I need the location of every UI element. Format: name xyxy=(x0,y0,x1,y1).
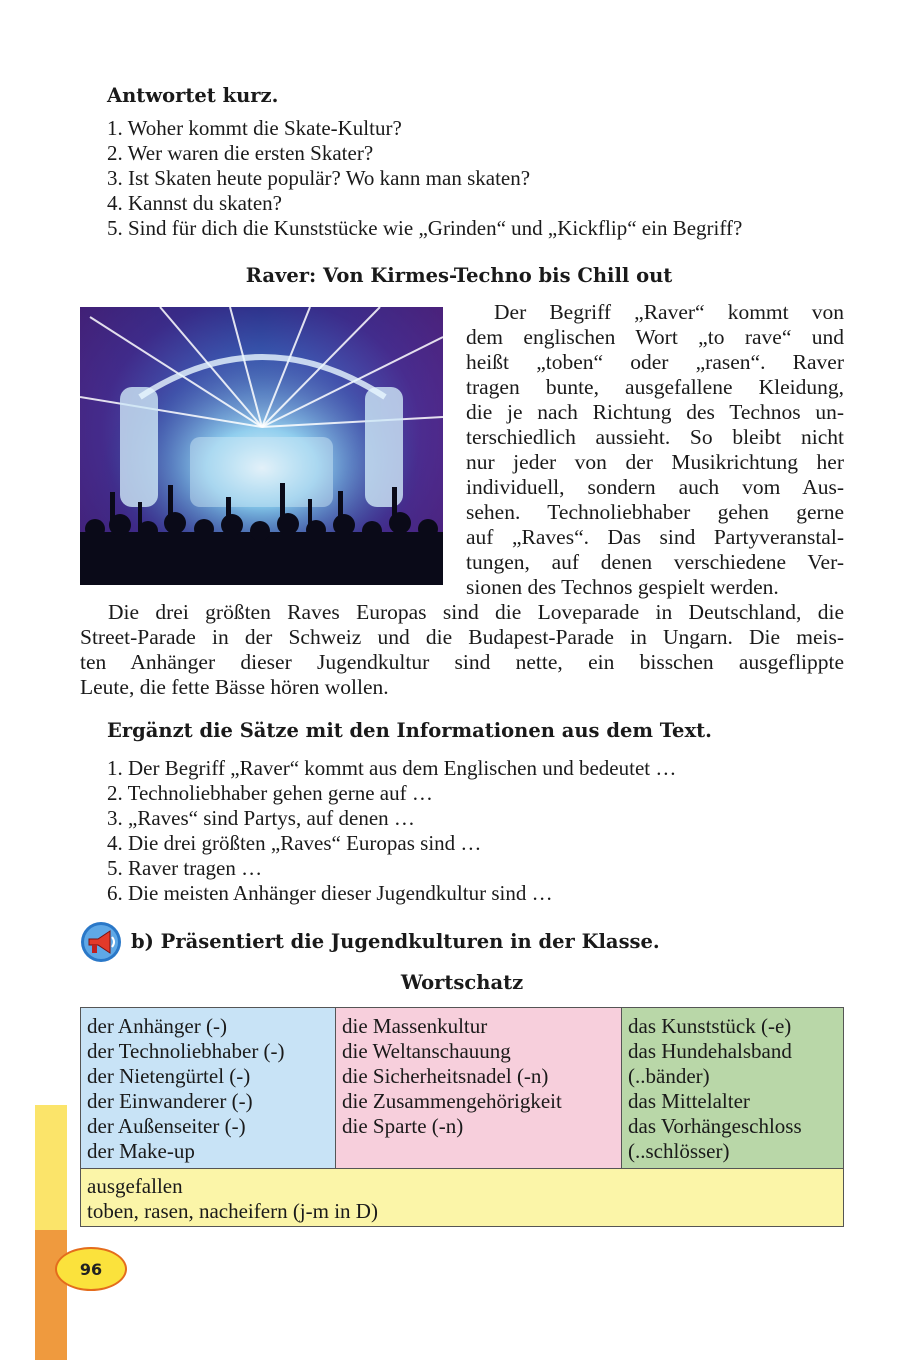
vocab-word: toben, rasen, nacheifern (j-m in D) xyxy=(87,1199,378,1223)
text-line: tungen, auf denen verschiedene Ver- xyxy=(466,550,844,574)
vocab-word: die Sicherheitsnadel (-n) xyxy=(342,1064,549,1088)
vocab-word: das Vorhängeschloss xyxy=(628,1114,802,1138)
vocab-column-neuter xyxy=(622,1008,843,1168)
vocab-word: (..schlösser) xyxy=(628,1139,730,1163)
list-item: 2. Technoliebhaber gehen gerne auf … xyxy=(107,781,433,805)
list-item: 5. Raver tragen … xyxy=(107,856,263,880)
section-heading-answer: Antwortet kurz. xyxy=(107,84,279,107)
list-item: 3. „Raves“ sind Partys, auf denen … xyxy=(107,806,415,830)
vocab-table xyxy=(80,1007,844,1227)
list-item: 1. Woher kommt die Skate-Kultur? xyxy=(107,116,402,140)
page-number: 96 xyxy=(55,1247,127,1291)
section-heading-complete: Ergänzt die Sätze mit den Informationen aus dem Text. xyxy=(107,719,712,742)
list-item: 6. Die meisten Anhänger dieser Jugendkultur sind … xyxy=(107,881,553,905)
text-line: heißt „toben“ oder „rasen“. Raver xyxy=(466,350,844,374)
megaphone-icon xyxy=(80,921,122,963)
text-line: tragen bunte, ausgefallene Kleidung, xyxy=(466,375,844,399)
text-line: individuell, sondern auch vom Aus- xyxy=(466,475,844,499)
vocab-word: das Kunststück (-e) xyxy=(628,1014,792,1038)
vocab-word: das Hundehalsband xyxy=(628,1039,792,1063)
article-title: Raver: Von Kirmes-Techno bis Chill out xyxy=(245,264,673,287)
text-line: auf „Raves“. Das sind Partyveranstal- xyxy=(466,525,844,549)
question-list xyxy=(107,116,742,241)
vocab-word: ausgefallen xyxy=(87,1174,183,1198)
list-item: 2. Wer waren die ersten Skater? xyxy=(107,141,374,165)
vocab-word: der Nietengürtel (-) xyxy=(87,1064,251,1088)
vocab-column-masculine xyxy=(81,1008,336,1168)
list-item: 4. Kannst du skaten? xyxy=(107,191,282,215)
vocab-title: Wortschatz xyxy=(400,971,524,994)
side-bar-orange xyxy=(35,1230,67,1360)
article-full-paragraph xyxy=(80,600,844,700)
article-side-paragraph xyxy=(466,300,844,600)
text-line: die je nach Richtung des Technos un- xyxy=(466,400,844,424)
list-item: 3. Ist Skaten heute populär? Wo kann man skaten? xyxy=(107,166,531,190)
text-line: Der Begriff „Raver“ kommt von xyxy=(494,300,844,324)
text-line: nur jeder von der Musikrichtung her xyxy=(466,450,844,474)
vocab-word: das Mittelalter xyxy=(628,1089,750,1113)
list-item: 5. Sind für dich die Kunststücke wie „Grinden“ und „Kickflip“ ein Begriff? xyxy=(107,216,743,240)
text-line: dem englischen Wort „to rave“ und xyxy=(466,325,844,349)
task-b-heading: b) Präsentiert die Jugendkulturen in der Klasse. xyxy=(131,930,660,953)
vocab-word: der Außenseiter (-) xyxy=(87,1114,246,1138)
vocab-word: die Weltanschauung xyxy=(342,1039,511,1063)
list-item: 4. Die drei größten „Raves“ Europas sind … xyxy=(107,831,482,855)
vocab-word: der Anhänger (-) xyxy=(87,1014,227,1038)
vocab-word: die Sparte (-n) xyxy=(342,1114,464,1138)
text-line: Leute, die fette Bässe hören wollen. xyxy=(80,675,389,699)
vocab-word: (..bänder) xyxy=(628,1064,710,1088)
list-item: 1. Der Begriff „Raver“ kommt aus dem Englischen und bedeutet … xyxy=(107,756,677,780)
vocab-word: die Massenkultur xyxy=(342,1014,488,1038)
vocab-word: der Make-up xyxy=(87,1139,195,1163)
text-line: sehen. Technoliebhaber gehen gerne xyxy=(466,500,844,524)
rave-photo xyxy=(80,307,443,585)
vocab-word: der Technoliebhaber (-) xyxy=(87,1039,285,1063)
text-line: Street-Parade in der Schweiz und die Budapest-Parade in Ungarn. Die meis- xyxy=(80,625,844,649)
text-line: terschiedlich aussieht. So bleibt nicht xyxy=(466,425,844,449)
text-line: Die drei größten Raves Europas sind die Loveparade in Deutschland, die xyxy=(108,600,844,624)
vocab-column-feminine xyxy=(336,1008,622,1168)
vocab-word: der Einwanderer (-) xyxy=(87,1089,253,1113)
rave-scene-illustration xyxy=(80,307,443,585)
sentence-list xyxy=(107,756,676,906)
vocab-word: die Zusammengehörigkeit xyxy=(342,1089,562,1113)
text-line: sionen des Technos gespielt werden. xyxy=(466,575,779,599)
text-line: ten Anhänger dieser Jugendkultur sind nette, ein bisschen ausgeflippte xyxy=(80,650,844,674)
vocab-row-other xyxy=(81,1168,843,1226)
